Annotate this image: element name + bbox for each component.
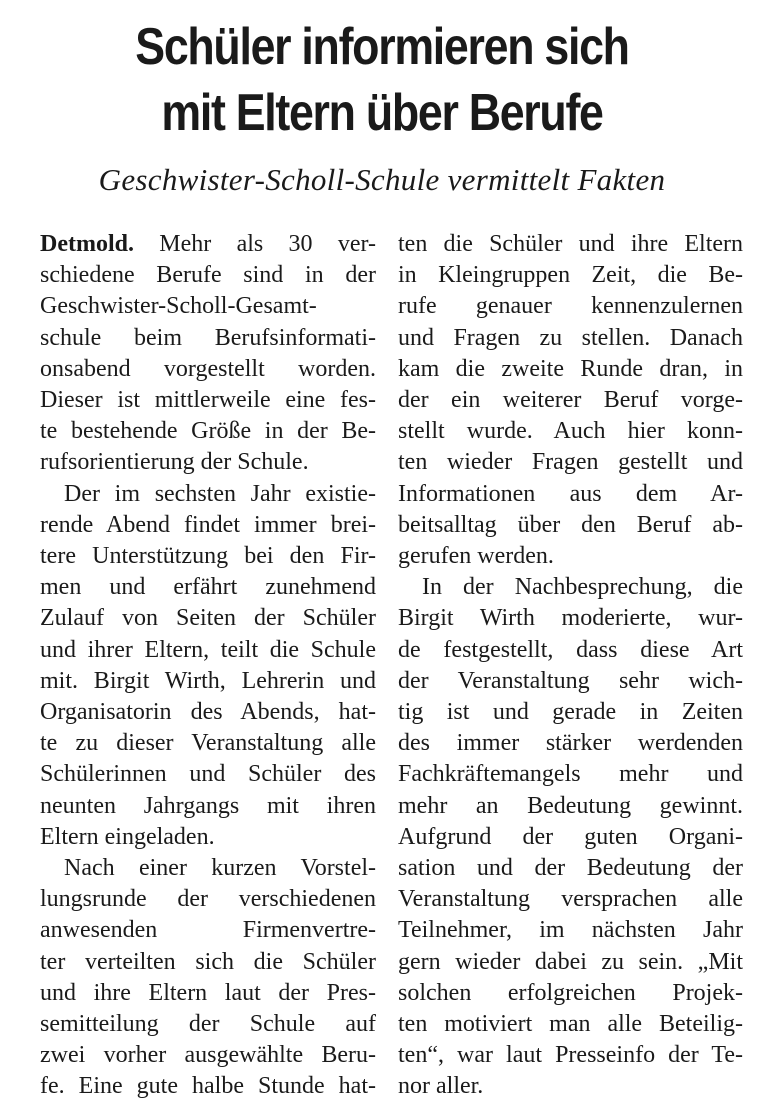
text-line: beitsalltag über den Beruf ab- (398, 511, 743, 538)
text-line: mehr an Bedeutung gewinnt. (398, 792, 743, 819)
text-line: tere Unterstützung bei den Fir- (40, 543, 376, 570)
text-line: und Fragen zu stellen. Danach (398, 324, 743, 351)
text-line: solchen erfolgreichen Projek- (398, 979, 743, 1006)
text-line: neunten Jahrgangs mit ihren (40, 792, 376, 819)
text-line: stellt wurde. Auch hier konn- (398, 418, 743, 445)
text-line: Organisatorin des Abends, hat- (40, 699, 376, 726)
text-line: Schülerinnen und Schüler des (40, 761, 376, 788)
text-line: gerufen werden. (398, 543, 554, 570)
text-line: Der im sechsten Jahr existie- (64, 480, 376, 507)
article-subheadline: Geschwister-Scholl-Schule vermittelt Fakten (98, 162, 666, 197)
text-line: zwei vorher ausgewählte Beru- (40, 1042, 376, 1069)
text-line: de festgestellt, dass diese Art (398, 636, 743, 663)
text-line: schiedene Berufe sind in der (40, 262, 376, 289)
headline-line-2: mit Eltern über Berufe (161, 84, 603, 142)
text-line: onsabend vorgestellt worden. (40, 355, 376, 382)
article-headline (53, 14, 710, 146)
text-line: des immer stärker werdenden (398, 730, 743, 757)
article-column-left (40, 229, 376, 1103)
text-line: mit. Birgit Wirth, Lehrerin und (40, 667, 376, 694)
text-line: nor aller. (398, 1073, 484, 1100)
text-line: in Kleingruppen Zeit, die Be- (398, 262, 743, 289)
text-line-rest: Mehr als 30 ver- (133, 231, 376, 257)
text-line: men und erfährt zunehmend (40, 574, 376, 601)
text-line: ten motiviert man alle Beteilig- (398, 1011, 743, 1038)
text-line: Veranstaltung versprachen alle (398, 886, 743, 913)
headline-line-1: Schüler informieren sich (135, 18, 629, 76)
text-line: rufsorientierung der Schule. (40, 449, 309, 476)
article-column-right (398, 229, 743, 1103)
text-line: Zulauf von Seiten der Schüler (40, 605, 376, 632)
text-line: rufe genauer kennenzulernen (398, 293, 743, 320)
text-line: In der Nachbesprechung, die (422, 574, 743, 601)
text-line: der ein weiterer Beruf vorge- (398, 387, 743, 414)
text-line: tig ist und gerade in Zeiten (398, 699, 743, 726)
text-line: und ihrer Eltern, teilt die Schule (40, 636, 376, 663)
text-line: te zu dieser Veranstaltung alle (40, 730, 376, 757)
text-line: anwesenden Firmenvertre- (40, 917, 376, 944)
text-line: ten wieder Fragen gestellt und (398, 449, 743, 476)
text-line: Aufgrund der guten Organi- (398, 823, 743, 850)
text-line: Fachkräftemangels mehr und (398, 761, 743, 788)
text-line: Geschwister-Scholl-Gesamt- (40, 293, 317, 320)
text-line: schule beim Berufsinformati- (40, 324, 376, 351)
text-line: sation und der Bedeutung der (398, 855, 743, 882)
text-line: Eltern eingeladen. (40, 823, 215, 850)
text-line: fe. Eine gute halbe Stunde hat- (40, 1073, 376, 1100)
text-line: Teilnehmer, im nächsten Jahr (398, 917, 743, 944)
text-line: ter verteilten sich die Schüler (40, 948, 376, 975)
text-line: Birgit Wirth moderierte, wur- (398, 605, 743, 632)
text-line: und ihre Eltern laut der Pres- (40, 979, 376, 1006)
text-line: rende Abend findet immer brei- (40, 511, 376, 538)
text-line: te bestehende Größe in der Be- (40, 418, 376, 445)
text-line (40, 229, 376, 260)
dateline: Detmold. (40, 231, 134, 257)
text-line: ten die Schüler und ihre Eltern (398, 231, 743, 257)
text-line: semitteilung der Schule auf (40, 1011, 376, 1038)
text-line: Informationen aus dem Ar- (398, 480, 743, 507)
text-line: Dieser ist mittlerweile eine fes- (40, 387, 376, 414)
text-line: kam die zweite Runde dran, in (398, 355, 743, 382)
text-line: lungsrunde der verschiedenen (40, 886, 376, 913)
text-line: der Veranstaltung sehr wich- (398, 667, 743, 694)
text-line: ten“, war laut Presseinfo der Te- (398, 1042, 743, 1069)
text-line: Nach einer kurzen Vorstel- (64, 855, 376, 882)
text-line: gern wieder dabei zu sein. „Mit (398, 948, 743, 975)
